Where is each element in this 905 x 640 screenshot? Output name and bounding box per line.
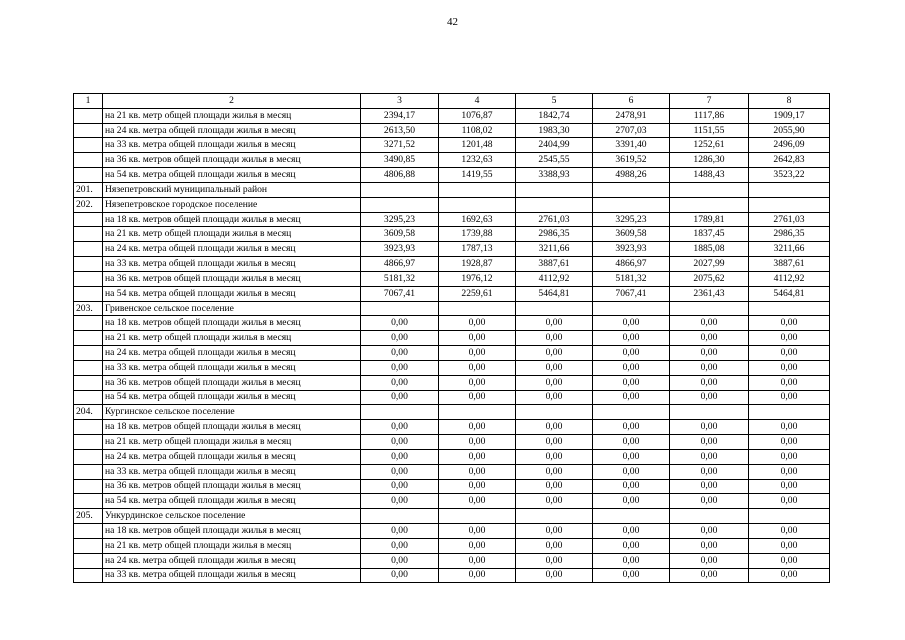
value-cell: 0,00 — [670, 435, 749, 450]
value-cell — [361, 301, 439, 316]
value-cell: 2361,43 — [670, 286, 749, 301]
value-cell: 3619,52 — [593, 153, 670, 168]
description-cell: Ункурдинское сельское поселение — [103, 509, 361, 524]
row-number-cell — [74, 271, 103, 286]
value-cell: 0,00 — [593, 524, 670, 539]
value-cell: 1692,63 — [439, 212, 516, 227]
value-cell: 1837,45 — [670, 227, 749, 242]
header-cell: 6 — [593, 94, 670, 109]
value-cell: 0,00 — [439, 360, 516, 375]
row-number-cell — [74, 286, 103, 301]
table-row — [74, 331, 830, 346]
value-cell: 5464,81 — [749, 286, 830, 301]
value-cell: 3490,85 — [361, 153, 439, 168]
value-cell: 0,00 — [516, 375, 593, 390]
value-cell: 0,00 — [593, 449, 670, 464]
value-cell: 2545,55 — [516, 153, 593, 168]
value-cell: 0,00 — [361, 331, 439, 346]
value-cell — [439, 509, 516, 524]
row-number-cell: 202. — [74, 197, 103, 212]
value-cell: 0,00 — [439, 538, 516, 553]
value-cell: 0,00 — [670, 346, 749, 361]
table-row — [74, 316, 830, 331]
value-cell: 1909,17 — [749, 108, 830, 123]
value-cell: 2394,17 — [361, 108, 439, 123]
table-row — [74, 182, 830, 197]
value-cell: 1983,30 — [516, 123, 593, 138]
value-cell: 0,00 — [439, 479, 516, 494]
value-cell: 0,00 — [593, 390, 670, 405]
description-cell: на 21 кв. метр общей площади жилья в месяц — [103, 435, 361, 450]
table-row — [74, 375, 830, 390]
value-cell: 0,00 — [670, 524, 749, 539]
value-cell: 0,00 — [749, 464, 830, 479]
value-cell — [361, 182, 439, 197]
value-cell: 0,00 — [749, 375, 830, 390]
row-number-cell: 203. — [74, 301, 103, 316]
table-row — [74, 153, 830, 168]
description-cell: на 33 кв. метра общей площади жилья в месяц — [103, 568, 361, 583]
row-number-cell — [74, 360, 103, 375]
value-cell: 0,00 — [749, 346, 830, 361]
value-cell: 4988,26 — [593, 168, 670, 183]
value-cell: 1885,08 — [670, 242, 749, 257]
value-cell — [439, 405, 516, 420]
value-cell: 0,00 — [593, 494, 670, 509]
value-cell: 1928,87 — [439, 257, 516, 272]
value-cell: 0,00 — [361, 316, 439, 331]
row-number-cell — [74, 420, 103, 435]
value-cell: 0,00 — [439, 449, 516, 464]
value-cell: 7067,41 — [593, 286, 670, 301]
description-cell: на 24 кв. метра общей площади жилья в месяц — [103, 346, 361, 361]
value-cell: 4112,92 — [516, 271, 593, 286]
value-cell: 3887,61 — [516, 257, 593, 272]
description-cell: на 21 кв. метр общей площади жилья в месяц — [103, 538, 361, 553]
value-cell: 0,00 — [439, 524, 516, 539]
table-row — [74, 553, 830, 568]
value-cell — [749, 182, 830, 197]
description-cell: на 21 кв. метр общей площади жилья в месяц — [103, 331, 361, 346]
value-cell: 0,00 — [516, 464, 593, 479]
value-cell: 2642,83 — [749, 153, 830, 168]
value-cell: 0,00 — [593, 375, 670, 390]
value-cell — [593, 405, 670, 420]
value-cell: 2055,90 — [749, 123, 830, 138]
description-cell: Гривенское сельское поселение — [103, 301, 361, 316]
value-cell: 0,00 — [670, 316, 749, 331]
value-cell: 1232,63 — [439, 153, 516, 168]
description-cell: на 54 кв. метра общей площади жилья в месяц — [103, 286, 361, 301]
value-cell: 2986,35 — [749, 227, 830, 242]
table-row — [74, 494, 830, 509]
value-cell: 1151,55 — [670, 123, 749, 138]
value-cell: 0,00 — [361, 464, 439, 479]
description-cell: на 36 кв. метров общей площади жилья в месяц — [103, 153, 361, 168]
value-cell: 3391,40 — [593, 138, 670, 153]
value-cell — [361, 405, 439, 420]
row-number-cell — [74, 331, 103, 346]
value-cell: 0,00 — [516, 568, 593, 583]
value-cell: 0,00 — [361, 375, 439, 390]
header-cell: 3 — [361, 94, 439, 109]
table-row — [74, 138, 830, 153]
description-cell: на 33 кв. метра общей площади жилья в месяц — [103, 138, 361, 153]
table-row — [74, 568, 830, 583]
value-cell: 2496,09 — [749, 138, 830, 153]
row-number-cell — [74, 153, 103, 168]
value-cell: 3271,52 — [361, 138, 439, 153]
value-cell: 1739,88 — [439, 227, 516, 242]
table-row — [74, 257, 830, 272]
value-cell: 0,00 — [593, 479, 670, 494]
value-cell: 0,00 — [361, 553, 439, 568]
value-cell: 0,00 — [361, 360, 439, 375]
description-cell: на 54 кв. метра общей площади жилья в месяц — [103, 390, 361, 405]
row-number-cell: 201. — [74, 182, 103, 197]
value-cell: 1252,61 — [670, 138, 749, 153]
value-cell: 0,00 — [670, 390, 749, 405]
row-number-cell — [74, 257, 103, 272]
value-cell: 0,00 — [749, 420, 830, 435]
value-cell: 1842,74 — [516, 108, 593, 123]
description-cell: на 18 кв. метров общей площади жилья в месяц — [103, 212, 361, 227]
value-cell: 0,00 — [361, 479, 439, 494]
row-number-cell — [74, 494, 103, 509]
value-cell: 0,00 — [439, 553, 516, 568]
value-cell: 0,00 — [670, 375, 749, 390]
value-cell: 0,00 — [593, 360, 670, 375]
value-cell: 0,00 — [361, 390, 439, 405]
row-number-cell — [74, 568, 103, 583]
value-cell: 1488,43 — [670, 168, 749, 183]
value-cell: 0,00 — [516, 420, 593, 435]
table-row — [74, 405, 830, 420]
value-cell: 4866,97 — [361, 257, 439, 272]
row-number-cell — [74, 538, 103, 553]
description-cell: на 24 кв. метра общей площади жилья в месяц — [103, 123, 361, 138]
table-row — [74, 271, 830, 286]
row-number-cell — [74, 212, 103, 227]
value-cell: 0,00 — [516, 316, 593, 331]
value-cell: 0,00 — [593, 568, 670, 583]
value-cell: 0,00 — [516, 346, 593, 361]
value-cell: 2027,99 — [670, 257, 749, 272]
value-cell: 0,00 — [361, 494, 439, 509]
value-cell: 0,00 — [516, 390, 593, 405]
description-cell: Кургинское сельское поселение — [103, 405, 361, 420]
value-cell: 0,00 — [516, 449, 593, 464]
table-row — [74, 123, 830, 138]
value-cell: 2986,35 — [516, 227, 593, 242]
value-cell — [749, 509, 830, 524]
value-cell — [670, 301, 749, 316]
row-number-cell — [74, 316, 103, 331]
row-number-cell — [74, 168, 103, 183]
row-number-cell — [74, 346, 103, 361]
value-cell: 0,00 — [516, 553, 593, 568]
value-cell: 0,00 — [439, 420, 516, 435]
table-row — [74, 212, 830, 227]
row-number-cell — [74, 242, 103, 257]
row-number-cell — [74, 449, 103, 464]
value-cell: 0,00 — [749, 449, 830, 464]
value-cell: 7067,41 — [361, 286, 439, 301]
table-row — [74, 360, 830, 375]
row-number-cell — [74, 524, 103, 539]
table-row — [74, 301, 830, 316]
description-cell: на 24 кв. метра общей площади жилья в месяц — [103, 553, 361, 568]
description-cell: на 18 кв. метров общей площади жилья в месяц — [103, 420, 361, 435]
value-cell: 4866,97 — [593, 257, 670, 272]
value-cell: 3295,23 — [361, 212, 439, 227]
value-cell: 5181,32 — [593, 271, 670, 286]
value-cell — [516, 509, 593, 524]
header-cell: 7 — [670, 94, 749, 109]
table-header-row — [74, 94, 830, 109]
description-cell: на 24 кв. метра общей площади жилья в месяц — [103, 242, 361, 257]
row-number-cell — [74, 375, 103, 390]
value-cell: 0,00 — [749, 524, 830, 539]
row-number-cell — [74, 464, 103, 479]
value-cell — [749, 405, 830, 420]
value-cell: 0,00 — [670, 420, 749, 435]
value-cell: 0,00 — [749, 435, 830, 450]
value-cell — [670, 509, 749, 524]
value-cell — [749, 301, 830, 316]
header-cell: 5 — [516, 94, 593, 109]
value-cell: 1789,81 — [670, 212, 749, 227]
value-cell: 0,00 — [749, 390, 830, 405]
value-cell: 3388,93 — [516, 168, 593, 183]
value-cell: 2404,99 — [516, 138, 593, 153]
value-cell: 3609,58 — [593, 227, 670, 242]
value-cell: 0,00 — [439, 316, 516, 331]
value-cell: 0,00 — [593, 464, 670, 479]
value-cell: 0,00 — [361, 346, 439, 361]
value-cell — [593, 509, 670, 524]
table-row — [74, 168, 830, 183]
row-number-cell — [74, 108, 103, 123]
value-cell: 0,00 — [749, 553, 830, 568]
table-row — [74, 108, 830, 123]
value-cell: 0,00 — [516, 360, 593, 375]
value-cell: 0,00 — [670, 568, 749, 583]
table-row — [74, 227, 830, 242]
value-cell: 3295,23 — [593, 212, 670, 227]
value-cell: 0,00 — [749, 316, 830, 331]
value-cell: 0,00 — [670, 538, 749, 553]
header-cell: 1 — [74, 94, 103, 109]
table-row — [74, 420, 830, 435]
value-cell: 0,00 — [593, 538, 670, 553]
value-cell: 0,00 — [361, 449, 439, 464]
value-cell: 0,00 — [439, 375, 516, 390]
value-cell: 4806,88 — [361, 168, 439, 183]
value-cell: 0,00 — [361, 538, 439, 553]
description-cell: на 24 кв. метра общей площади жилья в месяц — [103, 449, 361, 464]
description-cell: на 21 кв. метр общей площади жилья в месяц — [103, 227, 361, 242]
header-cell: 8 — [749, 94, 830, 109]
value-cell — [593, 301, 670, 316]
value-cell: 0,00 — [670, 479, 749, 494]
value-cell: 2075,62 — [670, 271, 749, 286]
value-cell: 1286,30 — [670, 153, 749, 168]
description-cell: на 18 кв. метров общей площади жилья в месяц — [103, 316, 361, 331]
row-number-cell — [74, 123, 103, 138]
table-row — [74, 242, 830, 257]
value-cell — [670, 182, 749, 197]
value-cell: 0,00 — [516, 479, 593, 494]
value-cell: 0,00 — [749, 360, 830, 375]
value-cell: 2613,50 — [361, 123, 439, 138]
value-cell: 3923,93 — [593, 242, 670, 257]
value-cell — [516, 301, 593, 316]
description-cell: на 18 кв. метров общей площади жилья в месяц — [103, 524, 361, 539]
table-row — [74, 538, 830, 553]
value-cell: 0,00 — [670, 553, 749, 568]
description-cell: Нязепетровский муниципальный район — [103, 182, 361, 197]
table-row — [74, 346, 830, 361]
value-cell: 0,00 — [361, 524, 439, 539]
value-cell: 2761,03 — [516, 212, 593, 227]
description-cell: на 33 кв. метра общей площади жилья в месяц — [103, 360, 361, 375]
table-row — [74, 197, 830, 212]
value-cell: 4112,92 — [749, 271, 830, 286]
value-cell: 1108,02 — [439, 123, 516, 138]
value-cell: 0,00 — [670, 494, 749, 509]
row-number-cell — [74, 435, 103, 450]
row-number-cell — [74, 479, 103, 494]
value-cell — [516, 405, 593, 420]
table-row — [74, 464, 830, 479]
value-cell: 0,00 — [593, 553, 670, 568]
value-cell: 2761,03 — [749, 212, 830, 227]
row-number-cell: 204. — [74, 405, 103, 420]
row-number-cell — [74, 553, 103, 568]
value-cell: 0,00 — [439, 331, 516, 346]
value-cell: 0,00 — [439, 346, 516, 361]
table-row — [74, 479, 830, 494]
description-cell: на 33 кв. метра общей площади жилья в месяц — [103, 464, 361, 479]
value-cell: 0,00 — [749, 568, 830, 583]
value-cell: 3609,58 — [361, 227, 439, 242]
value-cell: 5181,32 — [361, 271, 439, 286]
value-cell — [439, 182, 516, 197]
value-cell: 2259,61 — [439, 286, 516, 301]
value-cell: 0,00 — [516, 538, 593, 553]
value-cell: 0,00 — [670, 449, 749, 464]
description-cell: на 21 кв. метр общей площади жилья в месяц — [103, 108, 361, 123]
value-cell — [593, 197, 670, 212]
table-row — [74, 435, 830, 450]
row-number-cell — [74, 390, 103, 405]
table-row — [74, 524, 830, 539]
value-cell: 0,00 — [439, 390, 516, 405]
row-number-cell: 205. — [74, 509, 103, 524]
value-cell — [361, 509, 439, 524]
value-cell: 3211,66 — [749, 242, 830, 257]
value-cell: 1076,87 — [439, 108, 516, 123]
value-cell: 0,00 — [749, 479, 830, 494]
value-cell: 0,00 — [516, 331, 593, 346]
header-cell: 2 — [103, 94, 361, 109]
value-cell: 1201,48 — [439, 138, 516, 153]
value-cell: 1976,12 — [439, 271, 516, 286]
value-cell — [593, 182, 670, 197]
value-cell: 0,00 — [361, 568, 439, 583]
description-cell: на 54 кв. метра общей площади жилья в месяц — [103, 494, 361, 509]
value-cell: 0,00 — [670, 360, 749, 375]
value-cell: 0,00 — [593, 316, 670, 331]
table-row — [74, 509, 830, 524]
table-row — [74, 390, 830, 405]
description-cell: Нязепетровское городское поселение — [103, 197, 361, 212]
value-cell: 0,00 — [749, 494, 830, 509]
value-cell: 0,00 — [439, 568, 516, 583]
header-cell: 4 — [439, 94, 516, 109]
value-cell: 0,00 — [749, 331, 830, 346]
description-cell: на 54 кв. метра общей площади жилья в месяц — [103, 168, 361, 183]
value-cell — [516, 182, 593, 197]
value-cell: 5464,81 — [516, 286, 593, 301]
page-number: 42 — [447, 16, 458, 28]
value-cell: 0,00 — [593, 420, 670, 435]
row-number-cell — [74, 138, 103, 153]
value-cell — [516, 197, 593, 212]
value-cell: 1117,86 — [670, 108, 749, 123]
value-cell: 0,00 — [749, 538, 830, 553]
value-cell: 3887,61 — [749, 257, 830, 272]
value-cell: 0,00 — [593, 435, 670, 450]
value-cell: 0,00 — [439, 464, 516, 479]
table-row — [74, 449, 830, 464]
value-cell: 0,00 — [670, 331, 749, 346]
value-cell — [439, 301, 516, 316]
description-cell: на 36 кв. метров общей площади жилья в месяц — [103, 479, 361, 494]
value-cell — [439, 197, 516, 212]
value-cell: 0,00 — [516, 435, 593, 450]
value-cell: 1419,55 — [439, 168, 516, 183]
value-cell: 1787,13 — [439, 242, 516, 257]
row-number-cell — [74, 227, 103, 242]
value-cell: 2707,03 — [593, 123, 670, 138]
tariff-table — [73, 93, 830, 583]
value-cell — [670, 405, 749, 420]
value-cell: 0,00 — [439, 435, 516, 450]
value-cell: 0,00 — [670, 464, 749, 479]
value-cell: 0,00 — [593, 346, 670, 361]
value-cell: 0,00 — [516, 524, 593, 539]
value-cell — [670, 197, 749, 212]
value-cell: 0,00 — [516, 494, 593, 509]
table-row — [74, 286, 830, 301]
value-cell — [361, 197, 439, 212]
value-cell: 3523,22 — [749, 168, 830, 183]
value-cell: 0,00 — [439, 494, 516, 509]
description-cell: на 33 кв. метра общей площади жилья в месяц — [103, 257, 361, 272]
value-cell: 0,00 — [593, 331, 670, 346]
value-cell: 3211,66 — [516, 242, 593, 257]
description-cell: на 36 кв. метров общей площади жилья в месяц — [103, 375, 361, 390]
value-cell — [749, 197, 830, 212]
value-cell: 0,00 — [361, 435, 439, 450]
value-cell: 3923,93 — [361, 242, 439, 257]
description-cell: на 36 кв. метров общей площади жилья в месяц — [103, 271, 361, 286]
value-cell: 2478,91 — [593, 108, 670, 123]
value-cell: 0,00 — [361, 420, 439, 435]
